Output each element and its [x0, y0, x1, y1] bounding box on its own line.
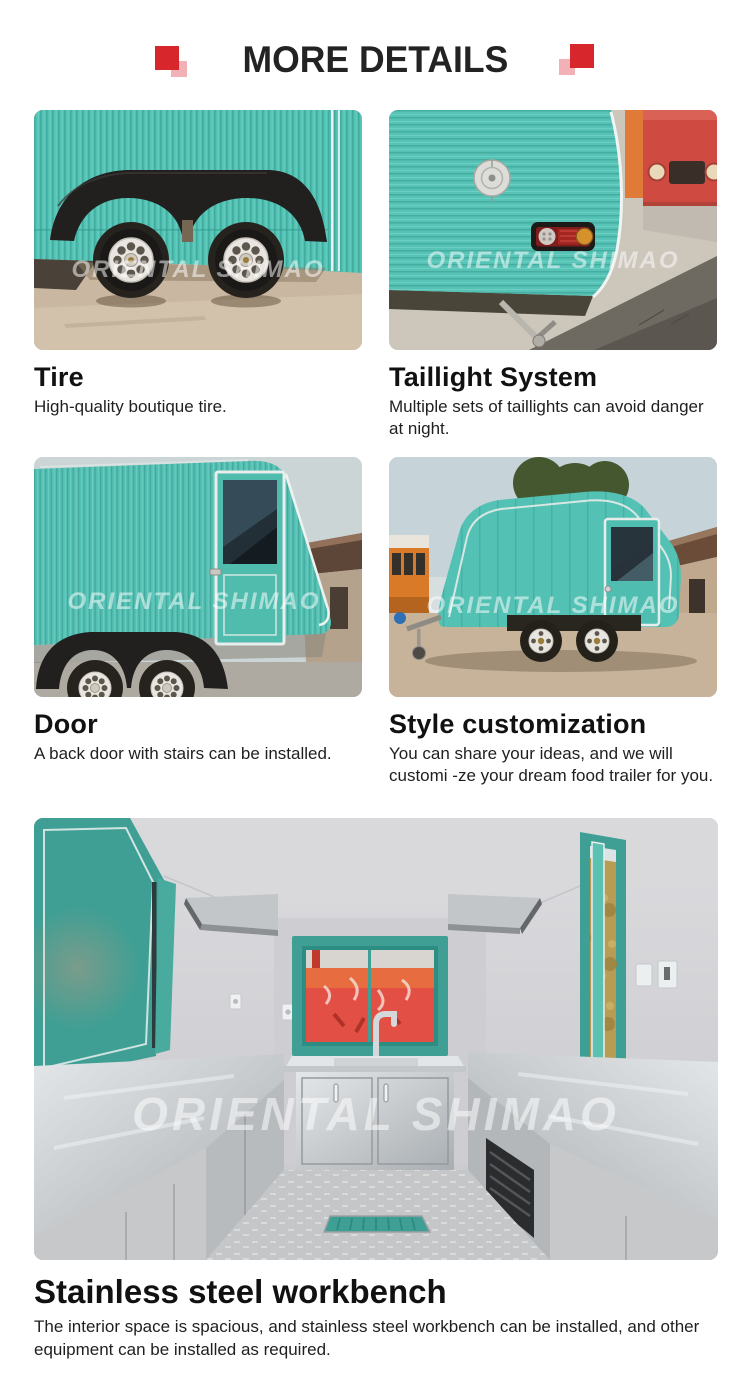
orange-bus-background [389, 535, 429, 615]
tire-photo [34, 110, 362, 350]
door-photo [34, 457, 362, 697]
header-decoration-right [557, 42, 595, 78]
detail-card-style [389, 457, 717, 788]
card-title: Door [34, 708, 98, 739]
taillight-photo-illustration [389, 110, 717, 350]
card-description: A back door with stairs can be installed. [34, 743, 332, 763]
trailer-body [34, 461, 331, 645]
detail-card-workbench [34, 818, 716, 1361]
header-decoration-left [155, 42, 193, 78]
orange-vehicle [625, 110, 643, 198]
section-subtitle: Stainless steel workbench [34, 1272, 447, 1310]
brand-watermark: ORIENTAL SHIMAO [426, 247, 680, 274]
door-photo-illustration [34, 457, 362, 697]
brand-watermark: ORIENTAL SHIMAO [132, 1087, 620, 1140]
suspension-bracket [182, 220, 193, 242]
interior-photo-illustration [34, 818, 718, 1260]
back-door [210, 472, 284, 644]
brand-watermark: ORIENTAL SHIMAO [426, 591, 680, 619]
card-description: Multiple sets of taillights can avoid danger at night. [389, 397, 704, 439]
page-title: MORE DETAILS [242, 39, 508, 80]
detail-card-tire [34, 110, 362, 441]
detail-card-door [34, 457, 362, 788]
section-description: The interior space is spacious, and stainless steel workbench can be installed, and other equipment can be installed as required. [34, 1316, 700, 1359]
card-description: High-quality boutique tire. [34, 397, 227, 416]
hitch-ball-cover [394, 612, 406, 624]
brand-watermark: ORIENTAL SHIMAO [71, 256, 325, 283]
card-title: Tire [34, 362, 84, 392]
details-grid [34, 110, 716, 804]
red-square-icon [570, 44, 594, 68]
white-trim-line [331, 110, 333, 271]
section-header [0, 0, 750, 86]
style-photo-illustration [389, 457, 717, 697]
card-title: Taillight System [389, 362, 598, 392]
red-square-icon [155, 46, 179, 70]
pass-through-window [292, 936, 448, 1056]
interior-photo [34, 818, 718, 1260]
card-description: You can share your ideas, and we will customi -ze your dream food trailer for you. [389, 743, 714, 786]
red-bus-background [643, 110, 717, 206]
detail-card-taillight [389, 110, 717, 441]
brand-watermark: ORIENTAL SHIMAO [67, 587, 321, 615]
style-photo [389, 457, 717, 697]
door-leaf-edge [592, 842, 604, 1074]
door-handle [210, 569, 221, 575]
card-title: Style customization [389, 708, 647, 739]
taillight-photo [389, 110, 717, 350]
trailer-shadow [425, 650, 697, 672]
tire-photo-illustration [34, 110, 362, 350]
open-back-door [580, 832, 626, 1086]
